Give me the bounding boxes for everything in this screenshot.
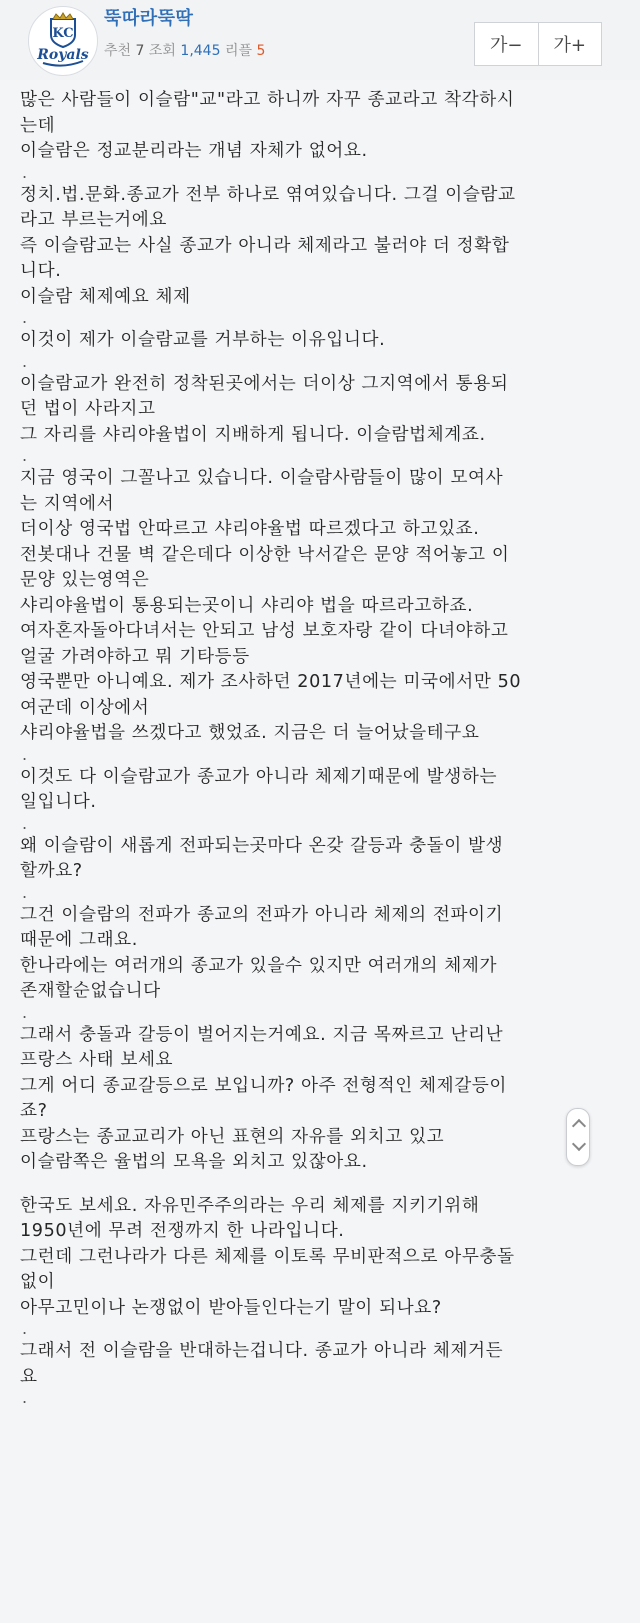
post-text-line: 여군데 이상에서 xyxy=(20,697,150,718)
post-text-line: 일입니다. xyxy=(20,792,97,812)
post-text-line: 한국도 보세요. 자유민주주의라는 우리 체제를 지키기위해 xyxy=(20,1195,480,1216)
avatar[interactable] xyxy=(28,6,98,76)
post-paragraph xyxy=(20,834,605,885)
post-text-line: 이것도 다 이슬람교가 종교가 아니라 체제기때문에 발생하는 xyxy=(20,766,498,787)
post-meta xyxy=(104,40,265,60)
post-text-line: 샤리야율법이 통용되는곳이니 샤리야 법을 따르라고하죠. xyxy=(20,595,474,616)
font-increase-button[interactable]: 가+ xyxy=(538,23,602,65)
post-paragraph xyxy=(20,372,605,449)
recommend-label: 추천 xyxy=(104,43,132,59)
post-text-line: 요 xyxy=(20,1366,38,1387)
views-label: 조회 xyxy=(148,43,176,59)
paragraph-separator-dot: . xyxy=(22,1002,28,1022)
post-text-line: 없이 xyxy=(20,1272,56,1292)
post-text-line: 그건 이슬람의 전파가 종교의 전파가 아니라 체제의 전파이기 xyxy=(20,904,504,925)
post-paragraph xyxy=(20,1023,605,1176)
post-text-line: 프랑스 사태 보세요 xyxy=(20,1050,174,1070)
post-paragraph xyxy=(20,1194,605,1322)
post-paragraph xyxy=(20,88,605,165)
post-text-line: 지금 영국이 그꼴나고 있습니다. 이슬람사람들이 많이 모여사 xyxy=(20,468,504,488)
post-text-line: 그 자리를 샤리야율법이 지배하게 됩니다. 이슬람법체계죠. xyxy=(20,424,486,445)
post-text-line: 는데 xyxy=(20,115,56,136)
post-text-line: 1950년에 무려 전쟁까지 한 나라입니다. xyxy=(20,1221,345,1241)
post-text-line: 이슬람은 정교분리라는 개념 자체가 없어요. xyxy=(20,141,368,161)
post-text-line: 이슬람교가 완전히 정착된곳에서는 더이상 그지역에서 통용되 xyxy=(20,373,509,394)
paragraph-separator-dot: . xyxy=(22,882,28,902)
font-size-controls xyxy=(474,22,602,66)
post-text-line: 그런데 그런나라가 다른 체제를 이토록 무비판적으로 아무충돌 xyxy=(20,1246,515,1267)
post-paragraph xyxy=(20,903,605,1005)
post-text-line: 이슬람쪽은 율법의 모욕을 외치고 있잖아요. xyxy=(20,1152,368,1172)
post-text-line: 그게 어디 종교갈등으로 보입니까? 아주 전형적인 체제갈등이 xyxy=(20,1075,507,1096)
paragraph-separator-dot: . xyxy=(22,1388,28,1407)
post-text-line: 아무고민이나 논쟁없이 받아들인다는기 말이 되나요? xyxy=(20,1297,442,1318)
post-text-line: 정치.법.문화.종교가 전부 하나로 엮여있습니다. 그걸 이슬람교 xyxy=(20,184,516,205)
svg-text:Royals: Royals xyxy=(37,47,89,63)
post-body xyxy=(20,88,605,1408)
post-text-line: 왜 이슬람이 새롭게 전파되는곳마다 온갖 갈등과 충돌이 발생 xyxy=(20,835,504,856)
post-text-line: 얼굴 가려야하고 뭐 기타등등 xyxy=(20,646,250,667)
scroll-down-chevron-icon xyxy=(572,1137,586,1151)
replies-count[interactable]: 5 xyxy=(256,43,266,59)
post-text-line: 라고 부르는거에요 xyxy=(20,210,167,230)
views-count: 1,445 xyxy=(180,43,221,59)
replies-label: 리플 xyxy=(224,43,253,59)
post-text-line: 그래서 충돌과 갈등이 벌어지는거예요. 지금 목짜르고 난리난 xyxy=(20,1024,504,1045)
post-text-line: 더이상 영국법 안따르고 샤리야율법 따르겠다고 하고있죠. xyxy=(20,519,480,539)
post-text-line: 던 법이 사라지고 xyxy=(20,399,156,419)
royals-logo-icon xyxy=(29,7,97,75)
post-paragraph xyxy=(20,183,605,311)
author-name[interactable]: 뚝따라뚝딱 xyxy=(104,8,194,29)
post-text-line: 많은 사람들이 이슬람"교"라고 하니까 자꾸 종교라고 착각하시 xyxy=(20,90,515,110)
post-paragraph xyxy=(20,765,605,816)
paragraph-separator-dot: . xyxy=(22,162,28,182)
post-text-line: 죠? xyxy=(20,1101,48,1121)
paragraph-separator-dot: . xyxy=(22,744,28,764)
paragraph-gap xyxy=(20,1176,605,1194)
post-text-line: 니다. xyxy=(20,261,62,281)
post-header xyxy=(0,0,640,80)
post-text-line: 이것이 제가 이슬람교를 거부하는 이유입니다. xyxy=(20,330,386,350)
paragraph-separator-dot: . xyxy=(22,351,28,371)
scroll-up-chevron-icon xyxy=(572,1119,586,1133)
post-text-line: 는 지역에서 xyxy=(20,493,115,514)
post-text-line: 할까요? xyxy=(20,861,83,881)
post-text-line: 때문에 그래요. xyxy=(20,930,138,950)
paragraph-separator-dot: . xyxy=(22,1319,28,1338)
post-text-line: 문양 있는영역은 xyxy=(20,570,150,590)
post-paragraph xyxy=(20,1339,605,1390)
paragraph-separator-dot: . xyxy=(22,446,28,465)
post-text-line: 그래서 전 이슬람을 반대하는겁니다. 종교가 아니라 체제거든 xyxy=(20,1341,504,1361)
post-text-line: 한나라에는 여러개의 종교가 있을수 있지만 여러개의 체제가 xyxy=(20,955,498,976)
post-text-line: 샤리야율법을 쓰겠다고 했었죠. 지금은 더 늘어났을테구요 xyxy=(20,723,480,743)
post-text-line: 즉 이슬람교는 사실 종교가 아니라 체제라고 불러야 더 정확합 xyxy=(20,235,510,256)
recommend-count: 7 xyxy=(135,43,145,59)
post-text-line: 프랑스는 종교교리가 아닌 표현의 자유를 외치고 있고 xyxy=(20,1126,445,1147)
post-paragraph xyxy=(20,328,605,354)
post-text-line: 영국뿐만 아니예요. 제가 조사하던 2017년에는 미국에서만 50 xyxy=(20,672,522,692)
post-text-line: 여자혼자돌아다녀서는 안되고 남성 보호자랑 같이 다녀야하고 xyxy=(20,621,509,641)
font-decrease-button[interactable]: 가− xyxy=(490,35,523,56)
svg-text:KC: KC xyxy=(52,26,74,41)
scroll-handle-icon[interactable] xyxy=(566,1108,590,1166)
post-text-line: 존재할순없습니다 xyxy=(20,981,161,1001)
post-text-line: 전봇대나 건물 벽 같은데다 이상한 낙서같은 문양 적어놓고 이 xyxy=(20,544,510,565)
paragraph-separator-dot: . xyxy=(22,308,28,327)
post-text-line: 이슬람 체제예요 체제 xyxy=(20,286,191,307)
post-paragraph xyxy=(20,466,605,747)
paragraph-separator-dot: . xyxy=(22,813,28,833)
